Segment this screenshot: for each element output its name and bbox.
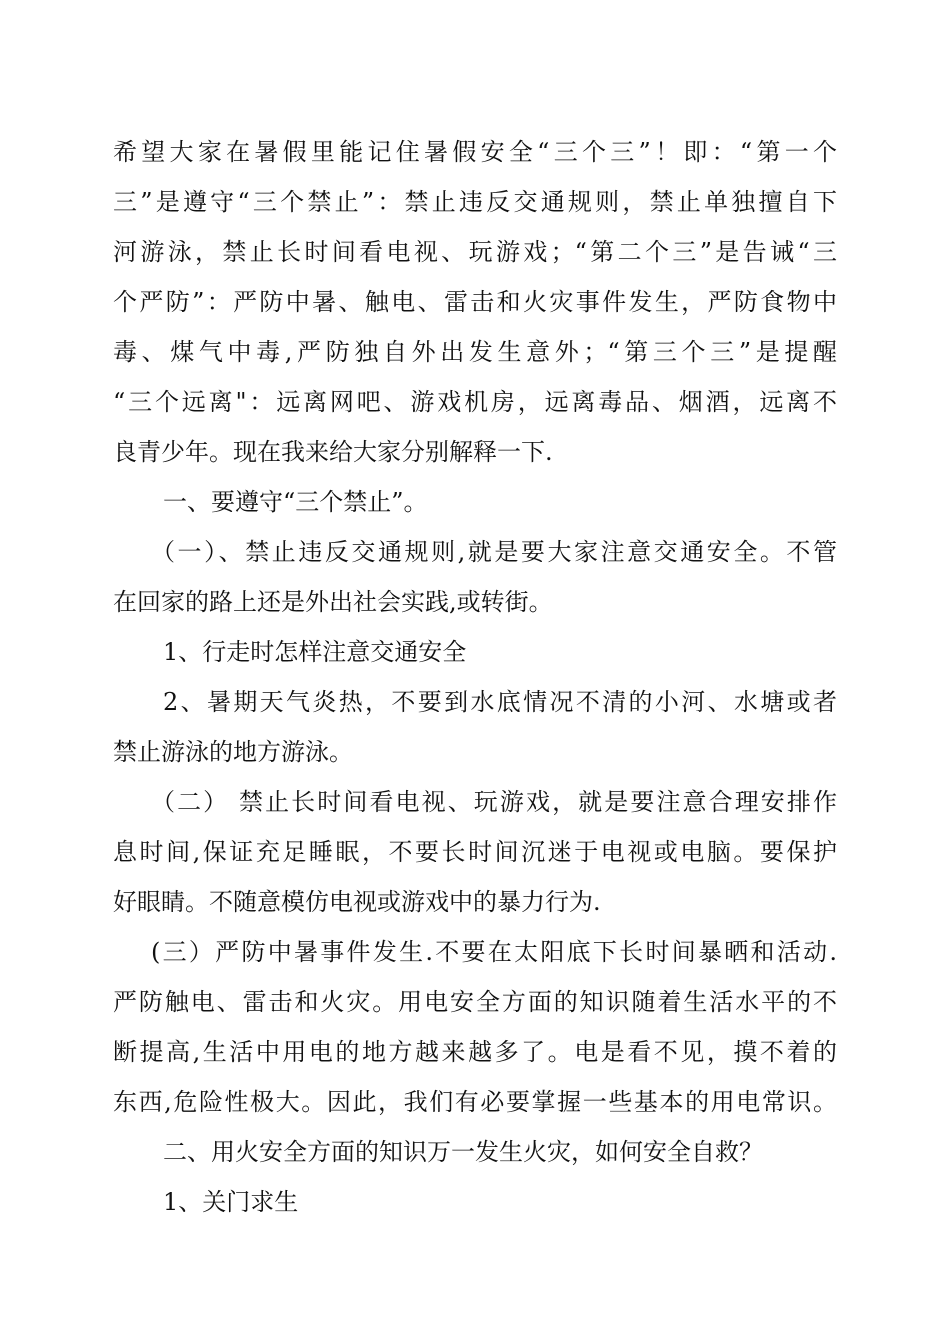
text-line: 个严防”：严防中暑、触电、雷击和火灾事件发生，严防食物中 [113,288,837,316]
text-line: 东西,危险性极大。因此，我们有必要掌握一些基本的用电常识。 [113,1088,837,1116]
list-item: 2、暑期天气炎热，不要到水底情况不清的小河、水塘或者 [163,688,837,716]
text-line: 河游泳，禁止长时间看电视、玩游戏；“第二个三”是告诫“三 [113,238,837,266]
text-line: 好眼睛。不随意模仿电视或游戏中的暴力行为. [113,888,601,916]
text-line: 息时间,保证充足睡眠，不要长时间沉迷于电视或电脑。要保护 [113,838,837,866]
text-line: （一）、禁止违反交通规则,就是要大家注意交通安全。不管 [151,538,837,566]
text-line: 希望大家在暑假里能记住暑假安全“三个三”！即：“第一个 [113,138,837,166]
list-item: 1、行走时怎样注意交通安全 [163,638,467,666]
text-line: 三”是遵守“三个禁止”：禁止违反交通规则，禁止单独擅自下 [113,188,837,216]
text-line: 严防触电、雷击和火灾。用电安全方面的知识随着生活水平的不 [113,988,837,1016]
text-line: 毒、煤气中毒,严防独自外出发生意外；“第三个三”是提醒 [113,338,837,366]
text-line: 断提高,生活中用电的地方越来越多了。电是看不见，摸不着的 [113,1038,837,1066]
section-heading: 一、要遵守“三个禁止”。 [163,488,428,516]
list-item: 1、关门求生 [163,1188,299,1216]
section-heading: 二、用火安全方面的知识万一发生火灾，如何安全自救？ [163,1138,763,1166]
text-line: 禁止游泳的地方游泳。 [113,738,353,766]
text-line: 良青少年。现在我来给大家分别解释一下. [113,438,553,466]
text-line: 在回家的路上还是外出社会实践,或转街。 [113,588,553,616]
text-line: （二） 禁止长时间看电视、玩游戏，就是要注意合理安排作 [151,788,837,816]
text-line: “三个远离"：远离网吧、游戏机房，远离毒品、烟酒，远离不 [113,388,837,416]
text-line: (三）严防中暑事件发生.不要在太阳底下长时间暴晒和活动. [151,938,837,966]
